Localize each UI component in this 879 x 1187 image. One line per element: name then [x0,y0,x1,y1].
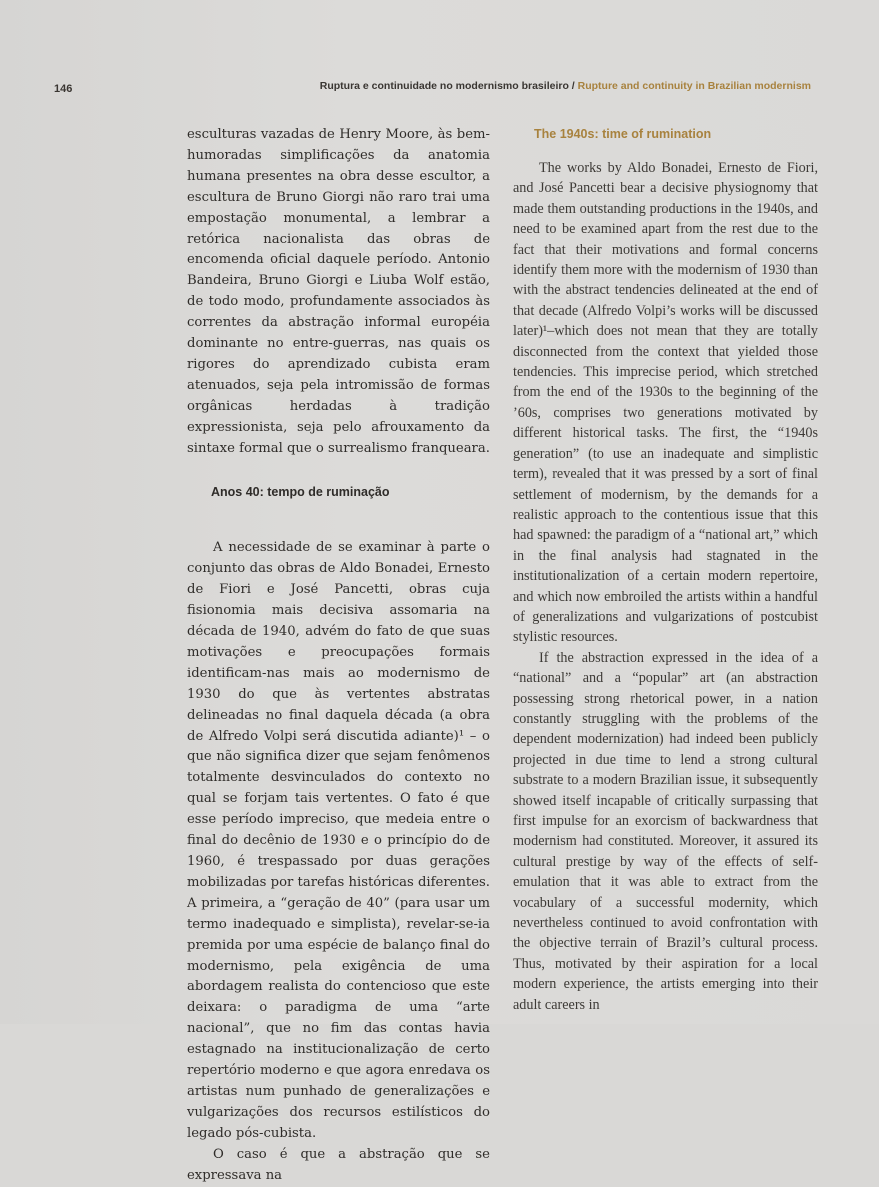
portuguese-paragraph: esculturas vazadas de Henry Moore, às bem-humoradas simplificações da anatomia humana presentes na obra desse escultor, a escultura de Bruno Giorgi não raro trai uma empostação monumental, a lembrar a retórica nacionalista das obras de encomenda oficial daquele período. Antonio Bandeira, Bruno Giorgi e Liuba Wolf estão, de todo modo, profundamente associados às correntes da abstração informal européia dominante no entre-guerras, nas quais os rigores do aprendizado cubista eram atenuados, seja pela intromissão de formas orgânicas herdadas à tradição expressionista, seja pelo afrouxamento da sintaxe formal que o surrealismo franqueara. [187,127,490,456]
portuguese-section-heading: Anos 40: tempo de ruminação [211,484,390,499]
page-number: 146 [54,83,73,95]
english-paragraph: If the abstraction expressed in the idea of a “national” and a “popular” art (an abstraction possessing strong rhetorical power, in a nation constantly struggling with the problems of the dependent modernization) had indeed been publicly projected in due time to lend a strong cultural substrate to a modern Brazilian issue, it subsequently showed itself incapable of critically surpassing that first impulse for an exorcism of backwardness that modernism had constituted. Moreover, it assured its cultural prestige by way of the effects of self-emulation that it was able to extract from the vocabulary of a successful modernity, which nevertheless continued to avoid confrontation with the objective terrain of Brazil’s cultural process. Thus, motivated by their aspiration for a local modern experience, the artists emerging into their adult careers in [513,649,818,1013]
running-head-separator: / [568,80,578,92]
running-head [320,80,811,92]
portuguese-paragraph: O caso é que a abstração que se expressava na [187,1146,490,1183]
portuguese-column [187,125,490,1187]
portuguese-paragraph: A necessidade de se examinar à parte o conjunto das obras de Aldo Bonadei, Ernesto de Fiori e José Pancetti, obras cuja fisionomia mais decisiva assomaria na década de 1940, advém do fato de que suas motivações e preocupações formais identificam-nas mais ao modernismo de 1930 do que às vertentes abstratas delineadas no final daquela década (a obra de Alfredo Volpi será discutida adiante)¹ – o que não significa dizer que sejam fenômenos totalmente desvinculados do contexto no qual se forjam tais vertentes. O fato é que esse período impreciso, que medeia entre o final do decênio de 1930 e o princípio do de 1960, é trespassado por duas gerações mobilizadas por tarefas históricas diferentes. A primeira, a “geração de 40” (para usar um termo inadequado e simplista), revelar-se-ia premida por uma espécie de balanço final do modernismo, pela exigência de uma abordagem realista do contencioso que este deixara: o paradigma de uma “arte nacional”, que no fim das contas havia estagnado na institucionalização de certo repertório moderno e que agora enredava os artistas num punhado de generalizações e vulgarizações dos recursos estilísticos do legado pós-cubista. [187,540,490,1141]
english-paragraph: The works by Aldo Bonadei, Ernesto de Fiori, and José Pancetti bear a decisive physiognomy that made them outstanding productions in the 1940s, and need to be examined apart from the rest due to the fact that their motivations and formal concerns identify them more with the modernism of 1930 than with the abstract tendencies delineated at the end of that decade (Alfredo Volpi’s works will be discussed later)¹–which does not mean that they are totally disconnected from the context that yielded those tendencies. This imprecise period, which stretched from the end of the 1930s to the beginning of the ’60s, comprises two generations motivated by different historical tasks. The first, the “1940s generation” (to use an inadequate and simplistic term), revealed that it was pressed by a sort of final settlement of modernism, by the demands for a realistic approach to the contentious issue that this had spawned: the paradigm of a “national art,” which in the final analysis had stagnated in the institutionalization of a certain modern repertoire, and which now embroiled the artists within a handful of generalizations and vulgarizations of postcubist stylistic resources. [513,160,818,646]
english-section-heading: The 1940s: time of rumination [534,127,712,141]
english-column [513,158,818,1015]
running-head-portuguese: Ruptura e continuidade no modernismo brasileiro [319,80,569,92]
running-head-english: Rupture and continuity in Brazilian modernism [577,80,811,92]
